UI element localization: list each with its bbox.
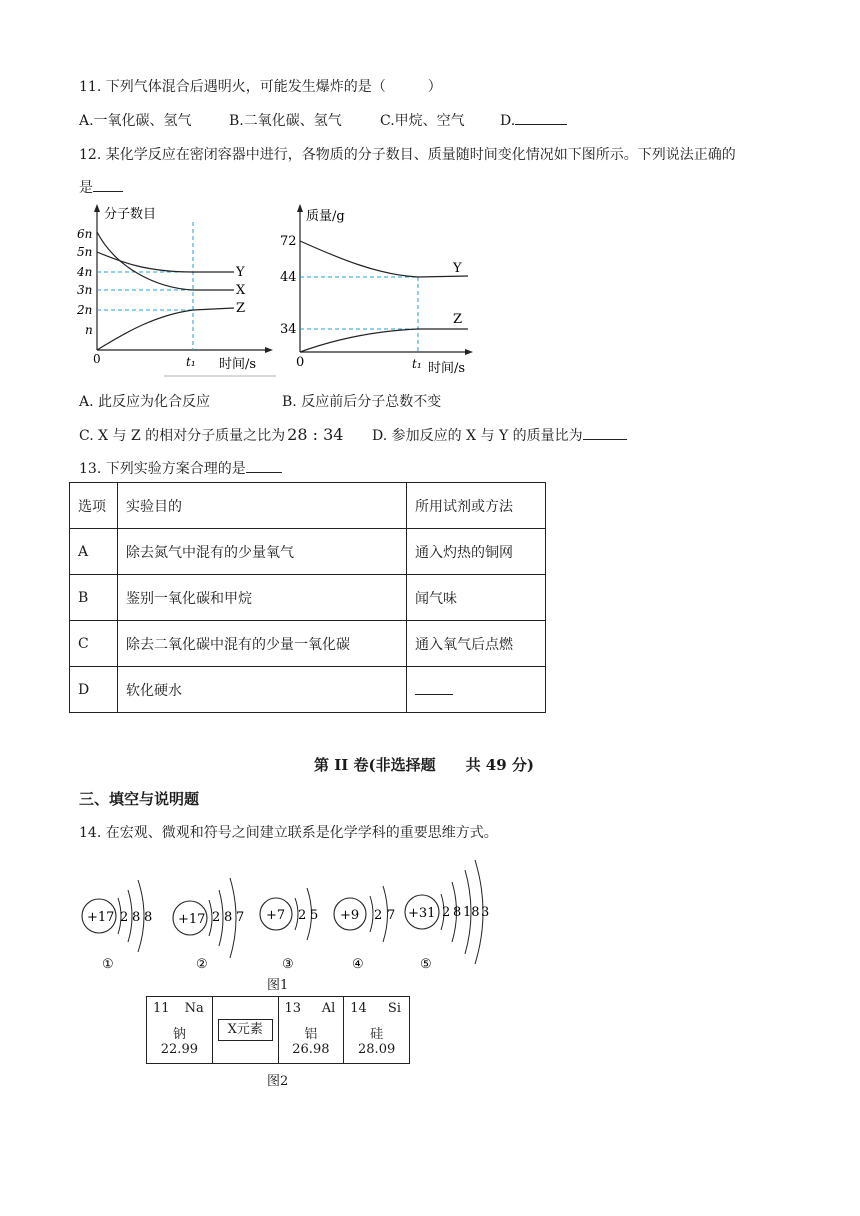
shell-electrons: 8 <box>453 905 462 920</box>
element-symbol: Si <box>387 1001 401 1016</box>
shell-electrons: 2 <box>442 905 451 920</box>
tick-4n: 4n <box>77 265 93 279</box>
table-header-row <box>70 483 546 529</box>
atom-diagram-1 <box>82 880 152 972</box>
table-row <box>70 667 546 713</box>
atomic-mass: 22.99 <box>160 1042 198 1057</box>
atom-diagram-5 <box>405 860 489 972</box>
atom-index: ③ <box>282 957 294 972</box>
molecule-count-chart <box>76 200 276 378</box>
row-purpose: 鉴别一氧化碳和甲烷 <box>118 575 407 621</box>
row-option: B <box>70 575 118 621</box>
tick-34: 34 <box>280 322 297 337</box>
tick-72: 72 <box>280 234 297 249</box>
experiment-table <box>69 482 546 713</box>
q11-option-d-label: D. <box>500 113 516 129</box>
nucleus-charge: +9 <box>340 908 360 923</box>
q12-option-a: A. 此反应为化合反应 <box>79 394 211 410</box>
curve-z <box>97 308 234 350</box>
header-method: 所用试剂或方法 <box>407 483 546 529</box>
element-name: 硅 <box>370 1027 384 1042</box>
shell-electrons: 2 <box>120 910 129 925</box>
q13-stem-text: 13. 下列实验方案合理的是 <box>79 461 246 477</box>
row-option: A <box>70 529 118 575</box>
row-method: 通入灼热的铜网 <box>407 529 546 575</box>
shell-electrons: 7 <box>387 908 396 923</box>
x-axis-arrow <box>465 349 473 355</box>
q11-stem: 11. 下列气体混合后遇明火，可能发生爆炸的是（ ） <box>79 79 442 95</box>
row-purpose: 除去二氧化碳中混有的少量一氧化碳 <box>118 621 407 667</box>
part-two-title: 第 II 卷(非选择题 共 49 分) <box>314 756 534 774</box>
x-axis-label: 时间/s <box>219 357 257 372</box>
series-label-z: Z <box>236 301 246 316</box>
shell-electrons: 3 <box>481 905 490 920</box>
atomic-mass: 28.09 <box>358 1042 396 1057</box>
shell-electrons: 8 <box>132 910 141 925</box>
q13-stem <box>79 458 282 478</box>
element-symbol: Al <box>321 1001 336 1016</box>
element-cell-na <box>147 997 213 1063</box>
q12-stem-line2-text: 是 <box>79 180 93 196</box>
row-purpose: 软化硬水 <box>118 667 407 713</box>
atom-index: ⑤ <box>420 957 432 972</box>
q14-stem: 14. 在宏观、微观和符号之间建立联系是化学学科的重要思维方式。 <box>79 825 498 841</box>
shell-electrons: 8 <box>144 910 153 925</box>
atomic-number: 13 <box>284 1001 302 1016</box>
shell-electrons: 18 <box>463 905 480 920</box>
series-label-z: Z <box>453 312 463 327</box>
tick-5n: 5n <box>77 245 93 259</box>
y-axis-label: 质量/g <box>306 209 345 224</box>
x-axis-label: 时间/s <box>428 361 466 376</box>
curve-z <box>300 329 468 352</box>
nucleus-charge: +31 <box>408 906 436 921</box>
q12-stem-line2 <box>79 177 123 197</box>
atomic-mass: 26.98 <box>292 1042 330 1057</box>
tick-n: n <box>85 323 93 337</box>
y-axis-arrow <box>297 204 303 212</box>
ratio-value: 28 : 34 <box>287 425 344 444</box>
row-option: C <box>70 621 118 667</box>
figure-1-caption: 图1 <box>267 978 289 993</box>
element-symbol: Na <box>184 1001 204 1016</box>
row-method: 通入氧气后点燃 <box>407 621 546 667</box>
x-element-box: X元素 <box>218 1019 273 1041</box>
atom-diagram-2 <box>173 878 244 972</box>
curve-y <box>97 252 234 272</box>
atom-index: ④ <box>352 957 364 972</box>
q12-option-c-text: C. X 与 Z 的相对分子质量之比为 <box>79 428 286 444</box>
t1-label: t₁ <box>186 355 196 369</box>
origin-label: 0 <box>93 352 101 366</box>
element-name: 铝 <box>304 1027 318 1042</box>
periodic-table-fragment <box>146 996 410 1064</box>
atomic-number: 11 <box>153 1001 170 1016</box>
q12-option-d-text: D. 参加反应的 X 与 Y 的质量比为 <box>372 428 583 444</box>
figure-2-caption: 图2 <box>267 1074 289 1089</box>
q12-option-b: B. 反应前后分子总数不变 <box>282 394 442 410</box>
table-row <box>70 575 546 621</box>
answer-blank[interactable] <box>515 110 567 125</box>
shell-electrons: 8 <box>224 910 233 925</box>
row-method <box>407 667 546 713</box>
y-axis-label: 分子数目 <box>104 207 157 222</box>
tick-44: 44 <box>280 270 297 285</box>
curve-y <box>300 241 468 277</box>
atom-index: ② <box>196 957 208 972</box>
curve-x <box>97 232 234 290</box>
tick-2n: 2n <box>77 303 93 317</box>
header-purpose: 实验目的 <box>118 483 407 529</box>
tick-6n: 6n <box>77 227 93 241</box>
element-cell-x <box>213 997 279 1063</box>
atom-structure-figure <box>76 856 506 976</box>
nucleus-charge: +17 <box>178 912 206 927</box>
shell-electrons: 7 <box>236 910 245 925</box>
q11-option-a: A.一氧化碳、氢气 <box>79 113 192 129</box>
row-option: D <box>70 667 118 713</box>
mass-chart <box>278 200 478 378</box>
nucleus-charge: +7 <box>266 908 286 923</box>
x-axis-arrow <box>265 347 273 353</box>
element-cell-si <box>344 997 409 1063</box>
y-axis-arrow <box>94 204 100 212</box>
atom-diagram-3 <box>260 888 318 972</box>
atom-index: ① <box>102 957 114 972</box>
shell-electrons: 5 <box>310 908 319 923</box>
tick-3n: 3n <box>77 283 93 297</box>
header-option: 选项 <box>70 483 118 529</box>
series-label-x: X <box>236 283 246 298</box>
row-method: 闻气味 <box>407 575 546 621</box>
table-row <box>70 621 546 667</box>
shell-electrons: 2 <box>374 908 383 923</box>
q11-option-b: B.二氧化碳、氢气 <box>229 113 342 129</box>
t1-label: t₁ <box>412 357 422 371</box>
q11-option-c: C.甲烷、空气 <box>380 113 465 129</box>
answer-blank[interactable] <box>246 458 282 473</box>
atom-diagram-4 <box>334 886 395 972</box>
nucleus-charge: +17 <box>87 910 115 925</box>
answer-blank[interactable] <box>415 680 453 695</box>
q12-option-d <box>372 425 627 445</box>
row-purpose: 除去氮气中混有的少量氧气 <box>118 529 407 575</box>
series-label-y: Y <box>236 265 245 280</box>
element-name: 钠 <box>172 1027 186 1042</box>
series-label-y: Y <box>453 261 462 276</box>
shell-electrons: 2 <box>212 910 221 925</box>
answer-blank[interactable] <box>93 177 123 192</box>
answer-blank[interactable] <box>583 425 627 440</box>
origin-label: 0 <box>296 355 305 370</box>
element-cell-al <box>279 997 345 1063</box>
q12-stem-line1: 12. 某化学反应在密闭容器中进行，各物质的分子数目、质量随时间变化情况如下图所示。下列说法正确的 <box>79 147 736 163</box>
table-row <box>70 529 546 575</box>
q12-option-c <box>79 425 343 445</box>
q11-option-d <box>500 110 567 129</box>
section-heading: 三、填空与说明题 <box>79 790 200 808</box>
atomic-number: 14 <box>350 1001 367 1016</box>
shell-electrons: 2 <box>298 908 307 923</box>
